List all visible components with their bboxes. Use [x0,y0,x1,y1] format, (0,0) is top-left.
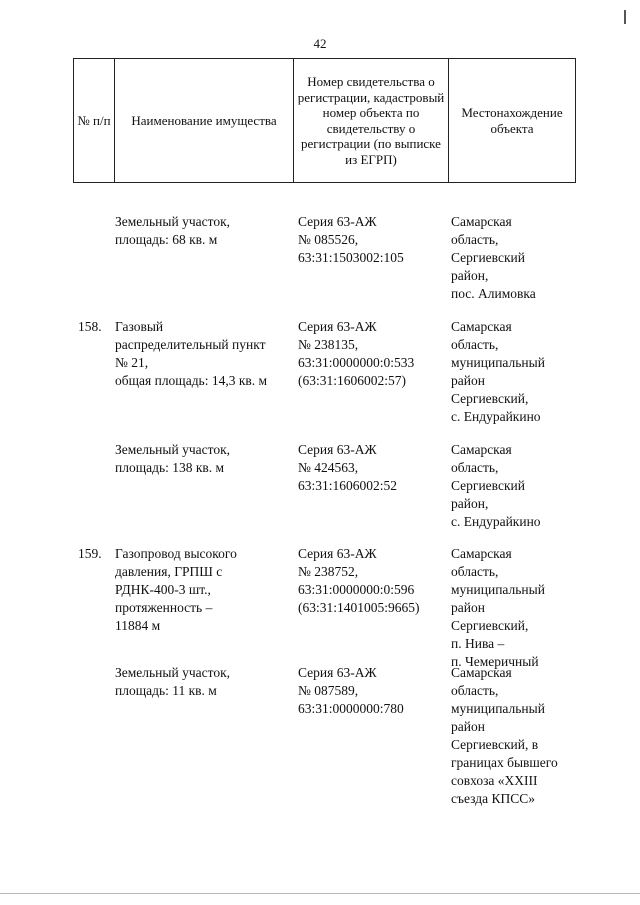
property-name: Земельный участок, площадь: 11 кв. м [115,665,231,698]
row-number: 159. [78,546,102,561]
row-number: 158. [78,319,102,334]
page-number: 42 [313,36,327,51]
header-cert: Номер свидетельства о регистрации, кадастровый номер объекта по свидетельству о регистрации (по выписке из ЕГРП) [294,59,449,183]
certificate-number: Серия 63-АЖ № 238135, 63:31:0000000:0:533 (63:31:1606002:57) [298,319,415,388]
certificate-number: Серия 63-АЖ № 424563, 63:31:1606002:52 [298,442,398,493]
table-header [73,58,576,183]
property-name: Газовый распределительный пункт № 21, общая площадь: 14,3 кв. м [115,319,268,388]
header-name: Наименование имущества [115,59,294,183]
header-num: № п/п [74,59,115,183]
scan-edge-mark [0,893,640,894]
header-location: Местонахождение объекта [449,59,576,183]
object-location: Самарская область, Сергиевский район, пос. Алимовка [451,214,536,301]
property-name: Газопровод высокого давления, ГРПШ с РДНК-400-3 шт., протяженность – 11884 м [115,546,237,633]
property-name: Земельный участок, площадь: 138 кв. м [115,442,231,475]
object-location: Самарская область, муниципальный район Сергиевский, с. Ендурайкино [451,319,545,424]
certificate-number: Серия 63-АЖ № 087589, 63:31:0000000:780 [298,665,404,716]
certificate-number: Серия 63-АЖ № 238752, 63:31:0000000:0:596 (63:31:1401005:9665) [298,546,420,615]
scan-edge-mark [624,10,626,24]
object-location: Самарская область, муниципальный район Сергиевский, в границах бывшего совхоза «XXIII съезда КПСС» [451,665,558,806]
property-name: Земельный участок, площадь: 68 кв. м [115,214,231,247]
object-location: Самарская область, Сергиевский район, с. Ендурайкино [451,442,541,529]
object-location: Самарская область, муниципальный район Сергиевский, п. Нива – п. Чемеричный [451,546,545,669]
certificate-number: Серия 63-АЖ № 085526, 63:31:1503002:105 [298,214,404,265]
